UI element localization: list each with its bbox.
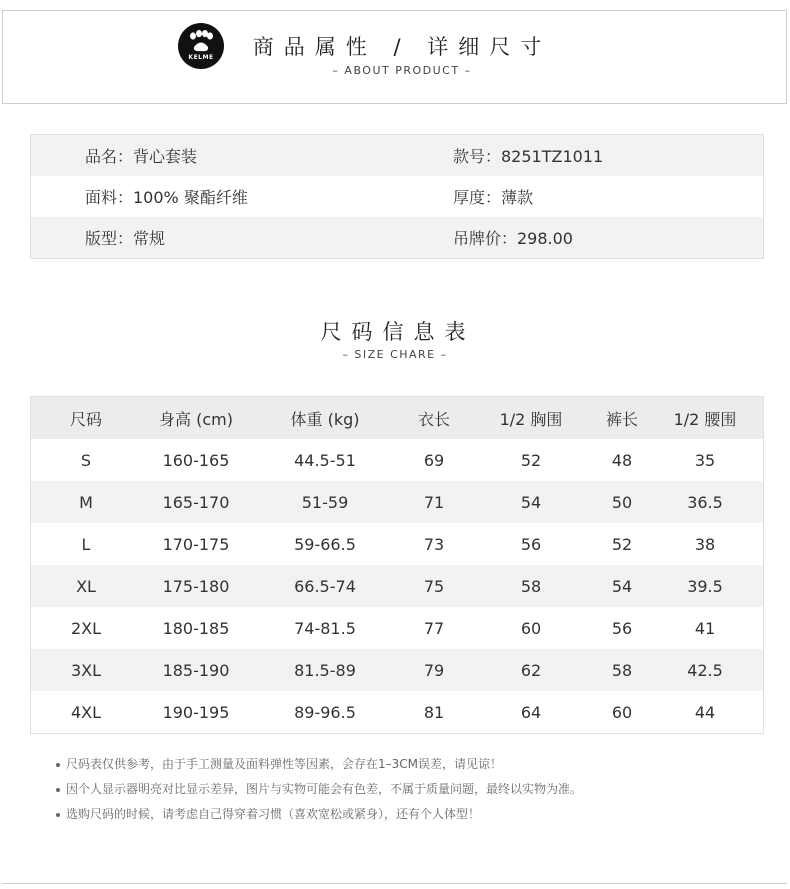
table-cell: 44: [694, 702, 716, 722]
table-cell: 38: [694, 534, 716, 554]
table-cell: 54: [611, 576, 633, 596]
table-cell: 73: [423, 534, 445, 554]
header-cell: 体重 (kg): [290, 409, 360, 429]
attribute-price: 吊牌价：298.00: [453, 229, 573, 248]
attribute-table: [30, 134, 764, 259]
header-cell: 1/2 胸围: [499, 409, 563, 429]
table-cell: 58: [520, 576, 542, 596]
table-cell: 79: [423, 660, 445, 680]
table-cell: 75: [423, 576, 445, 596]
header-cell: 身高 (cm): [159, 409, 233, 429]
table-row: [31, 523, 763, 565]
table-cell: 41: [694, 618, 716, 638]
bullet-icon: [56, 763, 60, 767]
bottom-divider: [2, 883, 787, 884]
table-row: [31, 691, 763, 733]
bullet-icon: [56, 788, 60, 792]
note-item: [56, 802, 756, 827]
note-text: 选购尺码的时候，请考虑自己得穿着习惯（喜欢宽松或紧身），还有个人体型！: [66, 807, 481, 821]
size-section-subtitle: – SIZE CHARE –: [342, 348, 448, 361]
table-row: [31, 439, 763, 481]
note-text: 因个人显示器明亮对比显示差异，图片与实物可能会有色差，不属于质量问题，最终以实物为准。: [66, 782, 583, 796]
table-cell: 44.5-51: [294, 450, 356, 470]
bullet-icon: [56, 813, 60, 817]
table-cell: 60: [611, 702, 633, 722]
table-cell: 175-180: [162, 576, 230, 596]
table-cell: 81.5-89: [294, 660, 356, 680]
table-cell: 74-81.5: [294, 618, 356, 638]
table-cell: 180-185: [162, 618, 230, 638]
table-cell: 69: [423, 450, 445, 470]
table-cell: 3XL: [70, 660, 102, 680]
header-cell: 尺码: [69, 409, 102, 429]
attribute-style-no: 款号：8251TZ1011: [453, 147, 604, 166]
header-cell: 衣长: [417, 409, 450, 429]
attribute-row: [31, 135, 763, 176]
table-cell: 64: [520, 702, 542, 722]
table-cell: 56: [520, 534, 542, 554]
table-cell: 185-190: [162, 660, 230, 680]
table-cell: 66.5-74: [294, 576, 356, 596]
note-item: [56, 777, 756, 802]
table-cell: XL: [76, 576, 96, 596]
table-cell: 2XL: [70, 618, 102, 638]
table-cell: 4XL: [70, 702, 102, 722]
notes-list: [56, 752, 756, 827]
table-row: [31, 481, 763, 523]
table-cell: L: [81, 534, 91, 554]
table-cell: 56: [611, 618, 633, 638]
page-subtitle: – ABOUT PRODUCT –: [332, 64, 472, 77]
table-cell: 77: [423, 618, 445, 638]
table-cell: M: [79, 492, 93, 512]
kelme-logo: [178, 23, 224, 69]
size-table-header: [31, 397, 763, 439]
table-cell: 48: [611, 450, 633, 470]
attribute-fit: 版型：常规: [85, 229, 166, 248]
table-cell: 81: [423, 702, 445, 722]
table-cell: S: [80, 450, 92, 470]
table-cell: 89-96.5: [294, 702, 356, 722]
table-cell: 60: [520, 618, 542, 638]
table-cell: 42.5: [687, 660, 723, 680]
size-table: [30, 396, 764, 734]
table-cell: 170-175: [162, 534, 230, 554]
attribute-name: 品名：背心套装: [85, 147, 198, 166]
table-cell: 190-195: [162, 702, 230, 722]
table-cell: 59-66.5: [294, 534, 356, 554]
table-cell: 36.5: [687, 492, 723, 512]
table-cell: 62: [520, 660, 542, 680]
brand-text: KELME: [188, 54, 214, 61]
table-cell: 160-165: [162, 450, 230, 470]
attribute-thickness: 厚度：薄款: [453, 188, 534, 207]
table-cell: 165-170: [162, 492, 230, 512]
table-cell: 51-59: [301, 492, 349, 512]
table-cell: 39.5: [687, 576, 723, 596]
table-cell: 52: [520, 450, 542, 470]
note-item: [56, 752, 756, 777]
header-cell: 裤长: [605, 409, 638, 429]
attribute-fabric: 面料：100% 聚酯纤维: [85, 188, 248, 207]
table-cell: 52: [611, 534, 633, 554]
table-row: [31, 565, 763, 607]
note-text: 尺码表仅供参考，由于手工测量及面料弹性等因素，会存在1–3CM误差，请见谅！: [66, 757, 503, 771]
size-section-title: 尺码信息表: [320, 320, 476, 344]
table-cell: 54: [520, 492, 542, 512]
table-row: [31, 649, 763, 691]
table-row: [31, 607, 763, 649]
page-title: 商品属性 / 详细尺寸: [252, 35, 552, 59]
table-cell: 58: [611, 660, 633, 680]
attribute-row: [31, 217, 763, 258]
table-cell: 71: [423, 492, 445, 512]
attribute-row: [31, 176, 763, 217]
table-cell: 50: [611, 492, 633, 512]
paw-icon: [178, 30, 224, 54]
table-cell: 35: [694, 450, 716, 470]
header-cell: 1/2 腰围: [673, 409, 737, 429]
